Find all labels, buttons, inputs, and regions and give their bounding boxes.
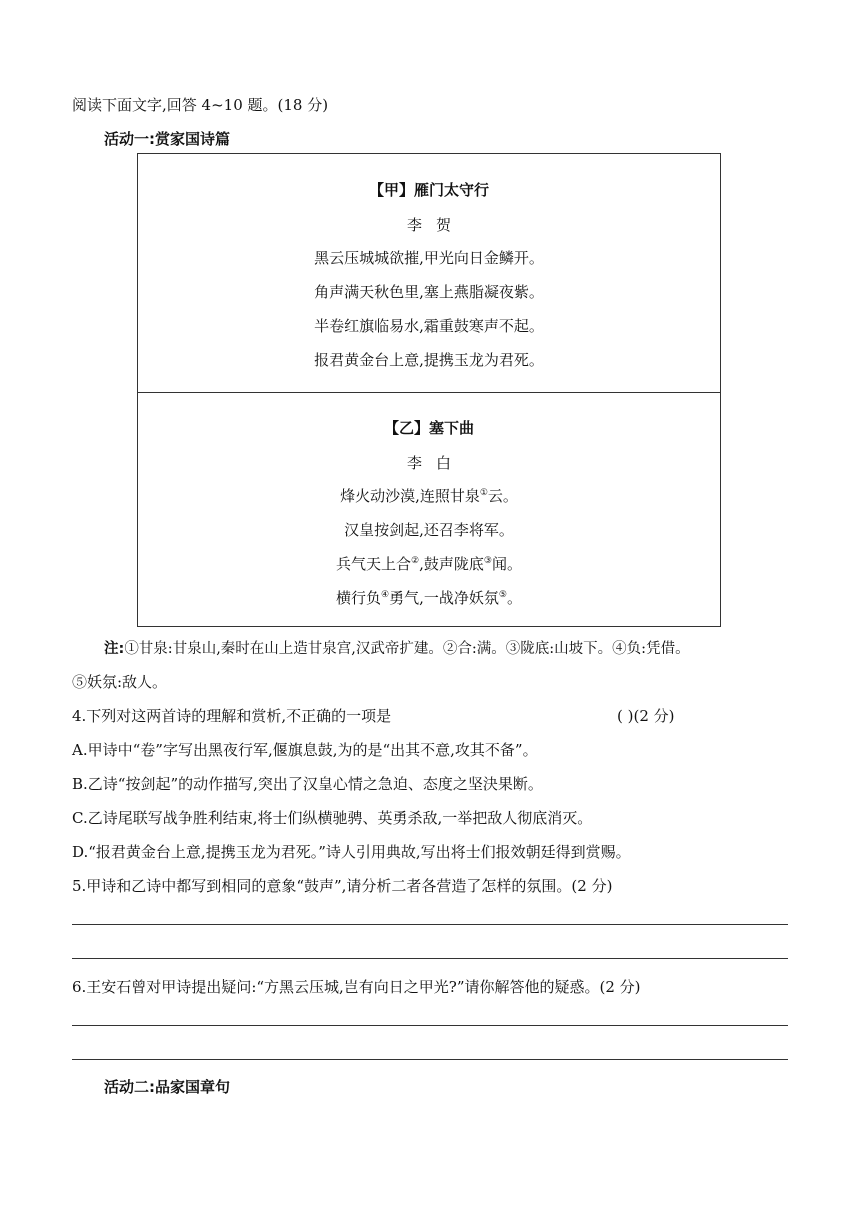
poem-yi-line-2: 汉皇按剑起,还召李将军。 [344,521,514,539]
poem-jia-title: 【甲】雁门太守行 [368,181,489,199]
q4-answer-bracket: ( )(2 分) [617,707,675,725]
poem-yi-title: 【乙】塞下曲 [383,419,474,437]
poem-jia-line-2: 角声满天秋色里,塞上燕脂凝夜紫。 [314,283,544,301]
poem-box [137,153,721,627]
q5-answer-line-1[interactable] [72,924,788,925]
poem-yi-line-3: 兵气天上合②,鼓声陇底③闻。 [336,555,522,573]
q4-option-c: C.乙诗尾联写战争胜利结束,将士们纵横驰骋、英勇杀敌,一举把敌人彻底消灭。 [72,809,593,827]
q5-stem: 5.甲诗和乙诗中都写到相同的意象“鼓声”,请分析二者各营造了怎样的氛围。(2 分) [72,877,613,895]
poem-jia-line-1: 黑云压城城欲摧,甲光向日金鳞开。 [314,249,544,267]
poem-yi-line-1: 烽火动沙漠,连照甘泉①云。 [340,487,518,505]
q6-answer-line-2[interactable] [72,1059,788,1060]
activity-one-heading: 活动一:赏家国诗篇 [104,130,230,148]
notes-label: 注: [104,641,125,657]
q6-stem: 6.王安石曾对甲诗提出疑问:“方黑云压城,岂有向日之甲光?”请你解答他的疑惑。(2 分) [72,978,641,996]
q6-answer-line-1[interactable] [72,1025,788,1026]
footnote-marker: ③ [483,556,492,566]
notes-line-1: 注:①甘泉:甘泉山,秦时在山上造甘泉宫,汉武帝扩建。②合:满。③陇底:山坡下。④负:凭借。 [104,641,690,657]
footnote-marker: ② [411,556,420,566]
activity-two-heading: 活动二:品家国章句 [104,1078,230,1096]
poem-divider [138,392,720,393]
q4-stem: 4.下列对这两首诗的理解和赏析,不正确的一项是 [72,707,392,725]
footnote-marker: ⑤ [498,590,507,600]
q4-option-a: A.甲诗中“卷”字写出黑夜行军,偃旗息鼓,为的是“出其不意,攻其不备”。 [72,741,538,759]
footnote-marker: ① [479,488,488,498]
q4-option-d: D.“报君黄金台上意,提携玉龙为君死。”诗人引用典故,写出将士们报效朝廷得到赏赐。 [72,843,631,861]
poem-yi-author: 李白 [406,454,465,472]
q4-option-b: B.乙诗“按剑起”的动作描写,突出了汉皇心情之急迫、态度之坚決果断。 [72,775,543,793]
poem-yi-line-4: 横行负④勇气,一战净妖氛⑤。 [336,589,522,607]
q5-answer-line-2[interactable] [72,958,788,959]
poem-jia-line-3: 半卷红旗临易水,霜重鼓寒声不起。 [314,317,544,335]
footnote-marker: ④ [381,590,390,600]
notes-line-2: ⑤妖氛:敌人。 [72,673,168,691]
poem-jia-line-4: 报君黄金台上意,提携玉龙为君死。 [314,351,544,369]
section-intro: 阅读下面文字,回答 4~10 题。(18 分) [72,96,329,114]
poem-jia-author: 李贺 [406,216,465,234]
